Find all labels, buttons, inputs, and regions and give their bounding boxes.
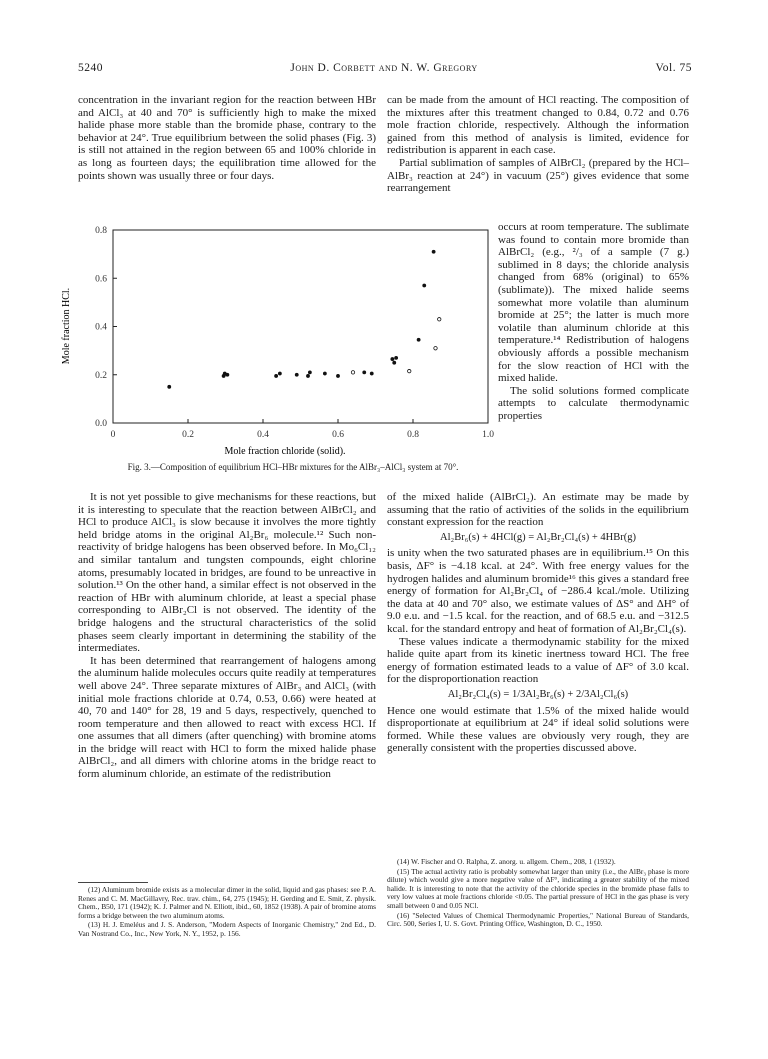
left-column-bottom (78, 491, 376, 781)
paragraph: of the mixed halide (AlBrCl₂). An estimate may be made by assuming that the ratio of activities of the solids in the equilibrium constant expression for the reaction (387, 491, 689, 529)
x-axis-label: Mole fraction chloride (solid). (224, 446, 346, 457)
left-column-top (78, 94, 376, 182)
y-tick-label: 0.6 (95, 274, 107, 285)
paragraph: It has been determined that rearrangement of halogens among the aluminum halide molecules occurs quite readily at temperatures well above 24°. Three separate mixtures of AlBr₃ and AlCl₃ (with initial mole fractions chloride at 0.74, 0.53, 0.66) were heated at 40, 70 and 140° for 28, 19 and 5 days, respectively, quenched to room temperature and then allowed to react with excess HCl. If one assumes that all dimers (after quenching) with bromine atoms in the bridge will react with HCl to form the mixed halide phase AlBrCl₂, and all dimers with chlorine atoms in the bridge react to form aluminum chloride, an estimate of the redistribution (78, 654, 376, 781)
x-tick-label: 0.2 (182, 430, 194, 440)
y-axis-label: Mole fraction HCl. (61, 287, 72, 365)
x-axis-ticks (111, 419, 495, 440)
data-point-filled (392, 361, 396, 365)
y-axis-ticks (95, 226, 117, 429)
data-point-filled (306, 374, 310, 378)
paragraph: concentration in the invariant region for the reaction between HBr and AlCl₃ at 40 and 70° is sufficiently high to make the mixed halide phase more stable than the bromide phase, contrary to the behavior at 24°. True equilibrium between the solid phases (Fig. 3) is still not attained in the region between 65 and 100% chloride in as long as fourteen days; the equilibration time allowed for the points shown was usually three or four days. (78, 94, 376, 182)
x-tick-label: 0 (110, 430, 116, 440)
paragraph: occurs at room temperature. The sublimate was found to contain more bromide than AlBrCl₂ (e.g., ²/₃ of a sample (7 g.) sublimed in 8 days; the chloride analysis changed from 68% (original) to 65% (sublimate)). The mixed halide seems somewhat more volatile than aluminum bromide at 25°; the latter is much more volatile than aluminum chloride at this temperature.¹⁴ Redistribution of halogens obviously affords a possible mechanism for the slow reaction of HCl with the mixed halide. (498, 221, 689, 385)
footnotes-right (387, 858, 689, 930)
x-tick-label: 1.0 (482, 430, 494, 440)
x-tick-label: 0.6 (332, 430, 344, 440)
data-point-filled (417, 338, 421, 342)
page-number: 5240 (78, 62, 103, 74)
data-point-filled (274, 374, 278, 378)
data-points (167, 250, 441, 389)
footnote-15: (15) The actual activity ratio is probably somewhat larger than unity (i.e., the AlBr₃ phase is more dilute) which would give a more negative value of ΔF°, indicating a greater stability of the mixed halide. It is interesting to note that the activity of the chloride species in the bromide phase falls to very low values at mole fractions chloride <0.05. The partial pressure of HCl in the gas phase is very small between 0 and 0.05 NCl. (387, 866, 689, 910)
data-point-open (351, 371, 354, 374)
y-tick-label: 0.2 (95, 370, 107, 381)
paragraph: It is not yet possible to give mechanisms for these reactions, but it is interesting to speculate that the reaction between AlBrCl₂ and HCl to produce AlCl₃ is slow because it involves the more tightly held bridge atoms in the original Al₂Br₆ molecule.¹² Such non-reactivity of bridge halogens has been observed before. In Mo₆Cl₁₂ and similar tantalum and tungsten compounds, eight chlorine atoms, presumably located in bridges, are found to be unreactive in solution.¹³ On the other hand, a similar effect is not observed in the reaction of HBr with aluminum chloride, at least a special phase corresponding to AlBr₂Cl is not observed. The identity of the bridge halogens and the structural characteristics of the solid phases seem clearly important in determining the stability of the intermediates. (78, 491, 376, 655)
data-point-filled (370, 372, 374, 376)
figure-caption: Fig. 3.—Composition of equilibrium HCl–HBr mixtures for the AlBr₃–AlCl₃ system at 70°. (127, 462, 459, 472)
data-point-filled (432, 250, 436, 254)
data-point-filled (295, 373, 299, 377)
x-tick-label: 0.4 (257, 430, 269, 440)
footnote-16: (16) "Selected Values of Chemical Thermodynamic Properties," National Bureau of Standards, Circ. 500, Series I, U. S. Govt. Printing Office, Washington, D. C., 1950. (387, 910, 689, 929)
data-point-open (408, 369, 411, 372)
footnote-14: (14) W. Fischer and O. Ralpha, Z. anorg. u. allgem. Chem., 208, 1 (1932). (397, 857, 616, 866)
footnote-12: (12) Aluminum bromide exists as a molecular dimer in the solid, liquid and gas phases: see P. A. Renes and C. M. MacGillavry, Rec. trav. chim., 64, 275 (1945); H. Gerding and E. Smit, Z. physik. Chem., B50, 171 (1942); K. J. Palmer and N. Elliott, ibid., 60, 1852 (1938). A pair of bromine atoms forms a bridge between the two aluminum atoms. (78, 885, 376, 920)
paragraph: is unity when the two saturated phases are in equilibrium.¹⁵ On this basis, ΔF° is −4.18 kcal. at 24°. With free energy values for the hydrogen halides and aluminum bromide¹⁶ this gives a standard free energy of formation for Al₂Br₂Cl₄ of −286.4 kcal./mole. Utilizing the data at 40 and 70° also, we estimate values of ΔS° and ΔH° of 9.0 e.u. and −1.5 kcal. for the reaction, and of 68.5 e.u. and −312.5 kcal. for the standard entropy and heat of formation of Al₂Br₂Cl₄(s). (387, 547, 689, 635)
equation-2: Al₂Br₂Cl₄(s) = 1/3Al₂Br₆(s) + 2/3Al₂Cl₆(s) (447, 688, 629, 700)
data-point-filled (362, 370, 366, 374)
paragraph: Hence one would estimate that 1.5% of the mixed halide would disproportionate at equilibrium at 24° if ideal solid solutions were formed. While these values are obviously very rough, they are generally consistent with the properties discussed above. (387, 704, 689, 755)
footnote-13: (13) H. J. Emeléus and J. S. Anderson, "Modern Aspects of Inorganic Chemistry," 2nd Ed., D. Van Nostrand Co., Inc., New York, N. Y., 1952, p. 156. (78, 920, 376, 938)
right-column-bottom (387, 491, 689, 755)
running-authors: John D. Corbett and N. W. Gregory (290, 62, 478, 74)
paragraph: These values indicate a thermodynamic stability for the mixed halide quite apart from its kinetic inertness toward HCl. The free energy of formation estimated leads to a value of ΔF° of 3.0 kcal. for the disproportionation reaction (387, 635, 689, 686)
data-point-filled (394, 356, 398, 360)
data-point-filled (167, 385, 171, 389)
data-point-open (438, 318, 441, 321)
data-point-filled (323, 372, 327, 376)
footnote-rule-left (78, 882, 148, 883)
y-tick-label: 0.4 (95, 322, 107, 333)
data-point-filled (336, 374, 340, 378)
volume-label: Vol. 75 (655, 62, 692, 74)
right-wrap-text (498, 221, 689, 423)
x-tick-label: 0.8 (407, 430, 419, 440)
data-point-filled (225, 373, 229, 377)
right-column-top (387, 94, 689, 195)
data-point-filled (422, 284, 426, 288)
data-point-filled (278, 372, 282, 376)
data-point-open (434, 347, 437, 350)
plot-frame (113, 230, 488, 423)
data-point-filled (308, 370, 312, 374)
data-point-filled (390, 357, 394, 361)
equation-1: Al₂Br₆(s) + 4HCl(g) = Al₂Br₂Cl₄(s) + 4HBr(g) (440, 531, 636, 543)
footnotes-left (78, 886, 376, 940)
paragraph: Partial sublimation of samples of AlBrCl₂ (prepared by the HCl–AlBr₃ reaction at 24°) in vacuum (25°) gives evidence that some rearrangement (387, 156, 689, 195)
y-tick-label: 0.8 (95, 226, 107, 236)
y-tick-label: 0.0 (95, 419, 107, 429)
figure-3-chart (55, 222, 495, 472)
paragraph: The solid solutions formed complicate attempts to calculate thermodynamic properties (498, 384, 689, 422)
paragraph: can be made from the amount of HCl reacting. The composition of the mixtures after this treatment changed to 0.84, 0.72 and 0.76 mole fraction chloride, respectively. Although the information gained from this method of analysis is limited, evidence for redistribution is apparent in each case. (387, 94, 689, 157)
